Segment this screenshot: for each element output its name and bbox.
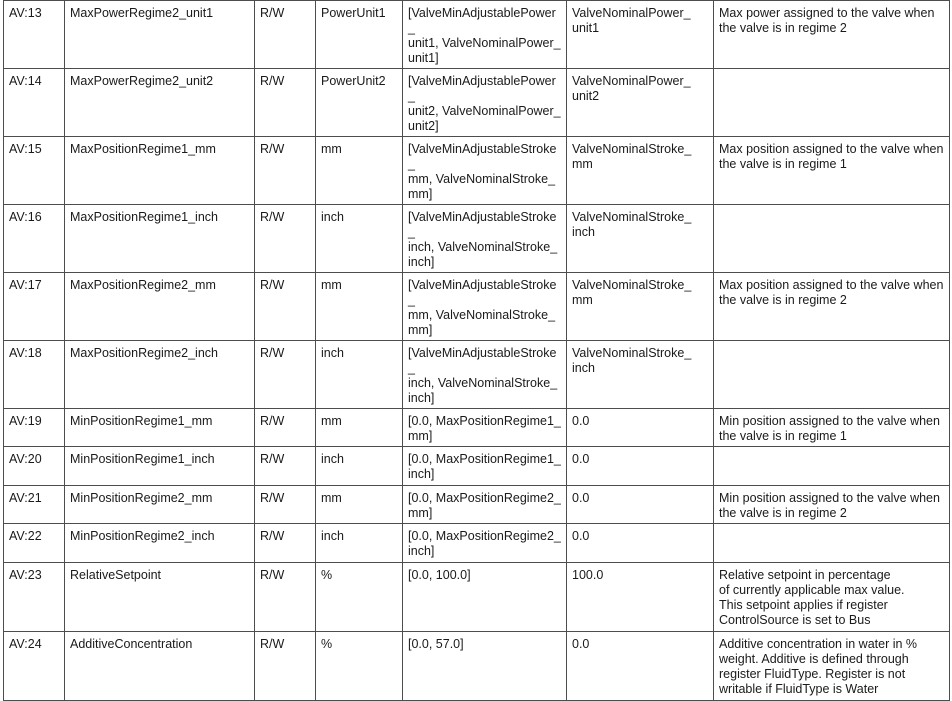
- default-value-cell: [567, 563, 714, 632]
- description-cell: [714, 205, 950, 273]
- unit: PowerUnit1: [321, 6, 386, 20]
- default-value: 100.0: [572, 568, 604, 582]
- register-name-cell: [65, 447, 255, 486]
- default-value-cell: [567, 205, 714, 273]
- value-range-cell: [403, 341, 567, 409]
- unit: inch: [321, 529, 344, 543]
- register-id: AV:18: [9, 346, 42, 360]
- default-value: 0.0: [572, 529, 590, 543]
- register-id: AV:22: [9, 529, 42, 543]
- register-name: MaxPowerRegime2_unit2: [70, 74, 214, 88]
- value-range-cell: [403, 632, 567, 701]
- register-name-cell: [65, 69, 255, 137]
- unit-cell: [316, 205, 403, 273]
- unit: %: [321, 568, 333, 582]
- unit: inch: [321, 210, 344, 224]
- access-mode: R/W: [260, 414, 285, 428]
- access-mode-cell: [255, 447, 316, 486]
- default-value: 0.0: [572, 414, 590, 428]
- register-id-cell: [4, 447, 65, 486]
- description-cell: [714, 447, 950, 486]
- unit-cell: [316, 69, 403, 137]
- access-mode: R/W: [260, 637, 285, 651]
- default-value: ValveNominalStroke_ inch: [572, 346, 692, 375]
- unit: mm: [321, 278, 342, 292]
- description-cell: [714, 273, 950, 341]
- register-name-cell: [65, 1, 255, 69]
- access-mode: R/W: [260, 529, 285, 543]
- unit-cell: [316, 447, 403, 486]
- unit: mm: [321, 491, 342, 505]
- value-range: [ValveMinAdjustableStroke_ mm, ValveNominalStroke_ mm]: [408, 278, 557, 337]
- access-mode: R/W: [260, 74, 285, 88]
- register-name-cell: [65, 409, 255, 447]
- description-cell: [714, 1, 950, 69]
- default-value: ValveNominalStroke_ mm: [572, 142, 692, 171]
- value-range-cell: [403, 409, 567, 447]
- value-range-cell: [403, 486, 567, 524]
- register-name: MinPositionRegime2_inch: [70, 529, 215, 543]
- access-mode: R/W: [260, 491, 285, 505]
- default-value-cell: [567, 632, 714, 701]
- description: Max position assigned to the valve when the valve is in regime 1: [719, 142, 944, 171]
- access-mode: R/W: [260, 452, 285, 466]
- access-mode: R/W: [260, 568, 285, 582]
- unit: mm: [321, 142, 342, 156]
- table-row: [4, 447, 950, 486]
- default-value-cell: [567, 137, 714, 205]
- register-name-cell: [65, 486, 255, 524]
- value-range: [ValveMinAdjustableStroke_ mm, ValveNominalStroke_ mm]: [408, 142, 557, 201]
- value-range: [0.0, 57.0]: [408, 637, 464, 651]
- register-name-cell: [65, 524, 255, 563]
- register-name: MaxPositionRegime1_mm: [70, 142, 216, 156]
- default-value: ValveNominalPower_ unit2: [572, 74, 691, 103]
- default-value-cell: [567, 447, 714, 486]
- value-range-cell: [403, 205, 567, 273]
- register-name: AdditiveConcentration: [70, 637, 193, 651]
- value-range: [0.0, MaxPositionRegime2_ inch]: [408, 529, 561, 558]
- unit-cell: [316, 563, 403, 632]
- default-value-cell: [567, 1, 714, 69]
- register-id-cell: [4, 524, 65, 563]
- table-row: [4, 69, 950, 137]
- register-name: MaxPowerRegime2_unit1: [70, 6, 214, 20]
- register-name: MinPositionRegime1_inch: [70, 452, 215, 466]
- value-range: [0.0, 100.0]: [408, 568, 471, 582]
- default-value-cell: [567, 486, 714, 524]
- default-value-cell: [567, 273, 714, 341]
- unit-cell: [316, 137, 403, 205]
- unit: inch: [321, 346, 344, 360]
- default-value: 0.0: [572, 637, 590, 651]
- register-id: AV:20: [9, 452, 42, 466]
- access-mode-cell: [255, 409, 316, 447]
- register-name-cell: [65, 273, 255, 341]
- description-cell: [714, 137, 950, 205]
- register-id: AV:17: [9, 278, 42, 292]
- table-row: [4, 486, 950, 524]
- register-name: MaxPositionRegime2_inch: [70, 346, 218, 360]
- default-value: ValveNominalPower_ unit1: [572, 6, 691, 35]
- register-id-cell: [4, 273, 65, 341]
- description-cell: [714, 69, 950, 137]
- value-range-cell: [403, 69, 567, 137]
- unit: %: [321, 637, 333, 651]
- description-cell: [714, 486, 950, 524]
- access-mode-cell: [255, 341, 316, 409]
- description: Max position assigned to the valve when the valve is in regime 2: [719, 278, 944, 307]
- unit-cell: [316, 632, 403, 701]
- unit-cell: [316, 1, 403, 69]
- default-value: ValveNominalStroke_ inch: [572, 210, 692, 239]
- default-value-cell: [567, 409, 714, 447]
- default-value-cell: [567, 524, 714, 563]
- table-row: [4, 137, 950, 205]
- register-id: AV:15: [9, 142, 42, 156]
- table-row: [4, 409, 950, 447]
- value-range: [ValveMinAdjustableStroke_ inch, ValveNominalStroke_ inch]: [408, 210, 558, 269]
- register-id-cell: [4, 563, 65, 632]
- register-id-cell: [4, 69, 65, 137]
- value-range-cell: [403, 273, 567, 341]
- register-id-cell: [4, 409, 65, 447]
- table-row: [4, 1, 950, 69]
- description: Min position assigned to the valve when the valve is in regime 2: [719, 491, 940, 520]
- register-name: RelativeSetpoint: [70, 568, 162, 582]
- default-value: 0.0: [572, 452, 590, 466]
- access-mode: R/W: [260, 210, 285, 224]
- access-mode: R/W: [260, 346, 285, 360]
- register-id-cell: [4, 486, 65, 524]
- description-cell: [714, 563, 950, 632]
- value-range-cell: [403, 563, 567, 632]
- register-id: AV:19: [9, 414, 42, 428]
- register-name: MaxPositionRegime1_inch: [70, 210, 218, 224]
- description-cell: [714, 409, 950, 447]
- access-mode: R/W: [260, 142, 285, 156]
- access-mode-cell: [255, 137, 316, 205]
- register-name-cell: [65, 205, 255, 273]
- value-range: [ValveMinAdjustablePower_ unit1, ValveNominalPower_ unit1]: [408, 6, 561, 65]
- unit-cell: [316, 524, 403, 563]
- register-name: MaxPositionRegime2_mm: [70, 278, 216, 292]
- access-mode-cell: [255, 69, 316, 137]
- access-mode-cell: [255, 524, 316, 563]
- register-table-body: [4, 1, 950, 701]
- description: Max power assigned to the valve when the valve is in regime 2: [719, 6, 935, 35]
- value-range-cell: [403, 1, 567, 69]
- table-row: [4, 205, 950, 273]
- description-cell: [714, 524, 950, 563]
- description: Additive concentration in water in % weight. Additive is defined through register FluidType. Register is not writable if FluidType is Water: [719, 637, 918, 696]
- default-value: 0.0: [572, 491, 590, 505]
- access-mode-cell: [255, 563, 316, 632]
- description-cell: [714, 632, 950, 701]
- value-range-cell: [403, 447, 567, 486]
- register-id-cell: [4, 341, 65, 409]
- table-row: [4, 632, 950, 701]
- table-row: [4, 273, 950, 341]
- register-name-cell: [65, 137, 255, 205]
- description: Min position assigned to the valve when the valve is in regime 1: [719, 414, 940, 443]
- access-mode-cell: [255, 1, 316, 69]
- register-id: AV:14: [9, 74, 42, 88]
- register-id: AV:16: [9, 210, 42, 224]
- table-row: [4, 524, 950, 563]
- register-id-cell: [4, 137, 65, 205]
- register-id: AV:13: [9, 6, 42, 20]
- register-name-cell: [65, 341, 255, 409]
- description: Relative setpoint in percentage of currently applicable max value. This setpoint applies if register ControlSource is set to Bus: [719, 568, 905, 627]
- register-id: AV:21: [9, 491, 42, 505]
- value-range: [ValveMinAdjustableStroke_ inch, ValveNominalStroke_ inch]: [408, 346, 558, 405]
- unit-cell: [316, 486, 403, 524]
- access-mode: R/W: [260, 6, 285, 20]
- value-range-cell: [403, 524, 567, 563]
- table-row: [4, 563, 950, 632]
- default-value-cell: [567, 341, 714, 409]
- register-id-cell: [4, 205, 65, 273]
- register-table: [3, 0, 950, 701]
- unit-cell: [316, 341, 403, 409]
- value-range: [0.0, MaxPositionRegime1_ mm]: [408, 414, 561, 443]
- register-name-cell: [65, 632, 255, 701]
- access-mode-cell: [255, 632, 316, 701]
- unit-cell: [316, 409, 403, 447]
- unit: PowerUnit2: [321, 74, 386, 88]
- register-name: MinPositionRegime1_mm: [70, 414, 213, 428]
- default-value-cell: [567, 69, 714, 137]
- register-id: AV:24: [9, 637, 42, 651]
- unit: mm: [321, 414, 342, 428]
- value-range: [ValveMinAdjustablePower_ unit2, ValveNominalPower_ unit2]: [408, 74, 561, 133]
- access-mode-cell: [255, 486, 316, 524]
- unit-cell: [316, 273, 403, 341]
- access-mode-cell: [255, 273, 316, 341]
- register-id: AV:23: [9, 568, 42, 582]
- access-mode-cell: [255, 205, 316, 273]
- default-value: ValveNominalStroke_ mm: [572, 278, 692, 307]
- value-range: [0.0, MaxPositionRegime1_ inch]: [408, 452, 561, 481]
- register-name: MinPositionRegime2_mm: [70, 491, 213, 505]
- value-range: [0.0, MaxPositionRegime2_ mm]: [408, 491, 561, 520]
- value-range-cell: [403, 137, 567, 205]
- register-name-cell: [65, 563, 255, 632]
- register-id-cell: [4, 632, 65, 701]
- description-cell: [714, 341, 950, 409]
- table-row: [4, 341, 950, 409]
- unit: inch: [321, 452, 344, 466]
- access-mode: R/W: [260, 278, 285, 292]
- register-id-cell: [4, 1, 65, 69]
